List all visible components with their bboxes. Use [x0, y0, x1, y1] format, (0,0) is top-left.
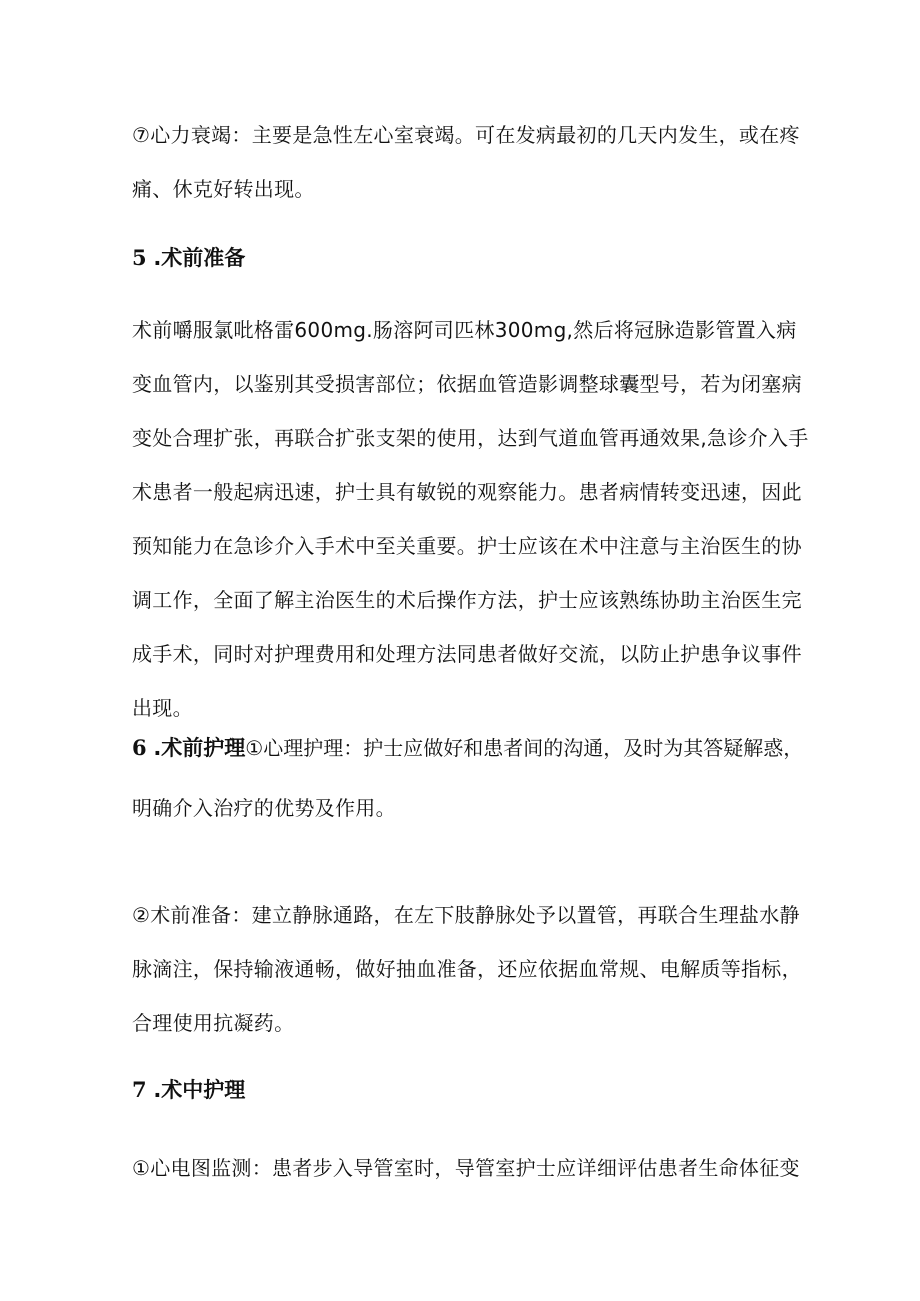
section-number: 7 [132, 1077, 147, 1102]
section-inline-text: ①心理护理：护士应做好和患者间的沟通，及时为其答疑解惑， [245, 736, 804, 760]
text-line: ②术前准备：建立静脉通路，在左下肢静脉处予以置管，再联合生理盐水静 [132, 903, 800, 927]
section-heading-6 [132, 733, 803, 763]
text-line: 痛、休克好转出现。 [132, 177, 315, 201]
section-title: .术中护理 [153, 1078, 246, 1102]
text-line: 脉滴注，保持输液通畅，做好抽血准备，还应依据血常规、电解质等指标， [132, 957, 802, 981]
section-title: .术前准备 [153, 246, 246, 270]
text-line: 变血管内，以鉴别其受损害部位；依据血管造影调整球囊型号，若为闭塞病 [132, 372, 802, 396]
section-number: 5 [132, 245, 147, 270]
section-heading-5 [132, 243, 245, 273]
paragraph-preop-prep [132, 303, 809, 735]
text-line: 合理使用抗凝药。 [132, 1011, 295, 1035]
text-line: ①心电图监测：患者步入导管室时，导管室护士应详细评估患者生命体征变 [132, 1156, 800, 1180]
text-line: 明确介入治疗的优势及作用。 [132, 796, 396, 820]
paragraph-psych-care-continuation [132, 781, 797, 835]
text-line: 预知能力在急诊介入手术中至关重要。护士应该在术中注意与主治医生的协 [132, 534, 802, 558]
section-heading-7 [132, 1075, 245, 1105]
text-line: ⑦心力衰竭：主要是急性左心室衰竭。可在发病最初的几天内发生，或在疼 [132, 123, 800, 147]
paragraph-heart-failure [132, 108, 800, 216]
text-line: 出现。 [132, 696, 193, 720]
paragraph-preop-ready [132, 888, 802, 1050]
text-line: 术前嚼服氯吡格雷600mg.肠溶阿司匹林300mg,然后将冠脉造影管置入病 [132, 318, 797, 342]
paragraph-ecg-monitoring [132, 1141, 800, 1195]
section-title: .术前护理 [153, 736, 246, 760]
text-line: 术患者一般起病迅速，护士具有敏锐的观察能力。患者病情转变迅速，因此 [132, 480, 802, 504]
text-line: 成手术，同时对护理费用和处理方法同患者做好交流，以防止护患争议事件 [132, 642, 802, 666]
text-line: 调工作，全面了解主治医生的术后操作方法，护士应该熟练协助主治医生完 [132, 588, 802, 612]
section-number: 6 [132, 735, 147, 760]
text-line: 变处合理扩张，再联合扩张支架的使用，达到气道血管再通效果,急诊介入手 [132, 426, 809, 450]
